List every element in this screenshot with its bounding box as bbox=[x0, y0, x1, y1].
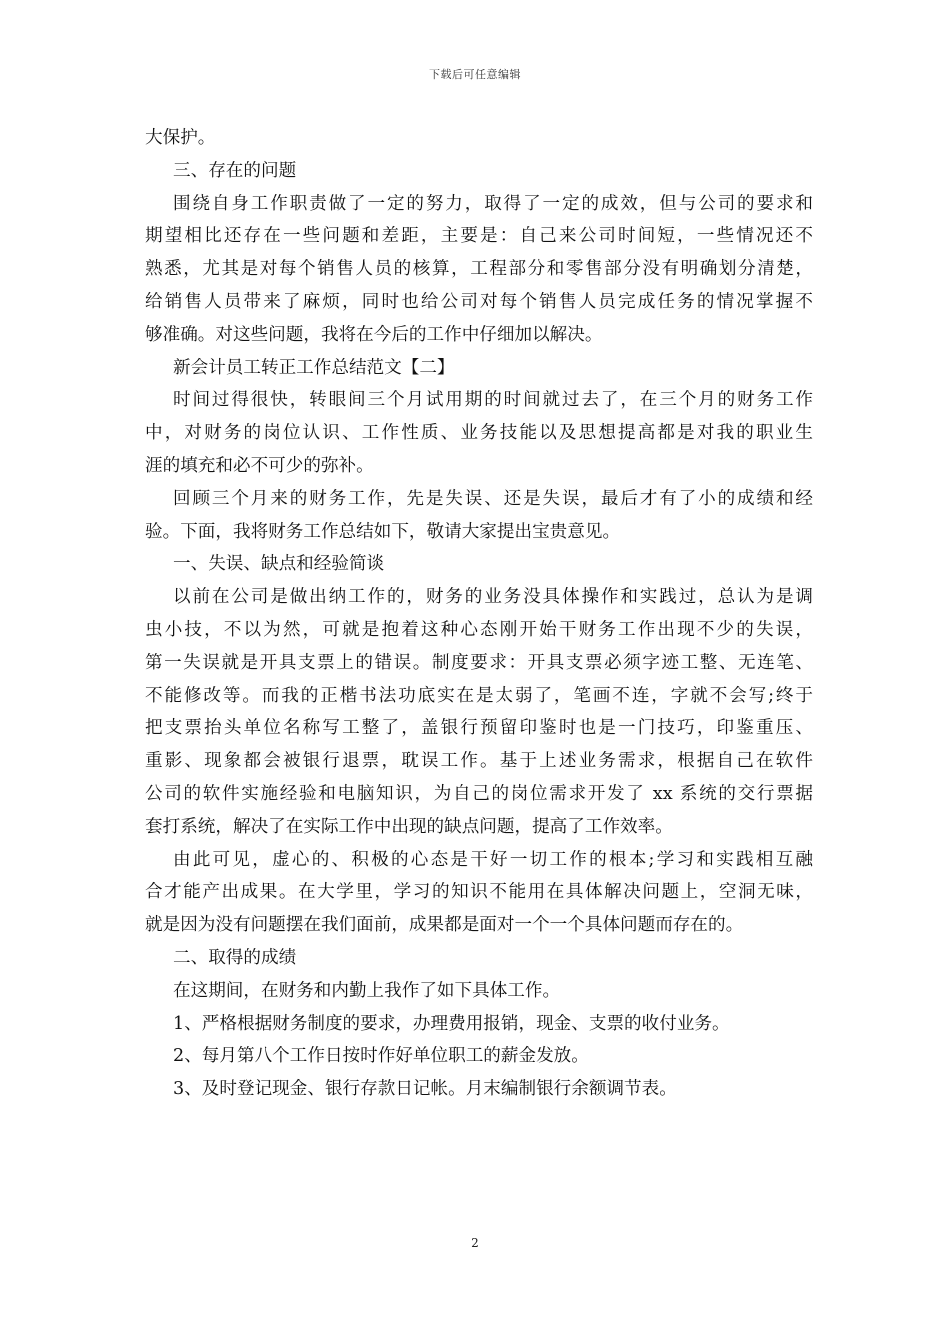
text-line: 把支票抬头单位名称写工整了，盖银行预留印鉴时也是一门技巧，印鉴重压、 bbox=[145, 718, 813, 739]
text-line: 大保护。 bbox=[145, 128, 216, 148]
text-line: 套打系统，解决了在实际工作中出现的缺点问题，提高了工作效率。 bbox=[145, 816, 673, 837]
text-line: 3、及时登记现金、银行存款日记帐。月末编制银行余额调节表。 bbox=[173, 1079, 677, 1100]
text-line: 中，对财务的岗位认识、工作性质、业务技能以及思想提高都是对我的职业生 bbox=[145, 423, 813, 444]
text-line: 给销售人员带来了麻烦，同时也给公司对每个销售人员完成任务的情况掌握不 bbox=[145, 291, 813, 312]
body-text bbox=[145, 122, 813, 1106]
text-line: 够准确。对这些问题，我将在今后的工作中仔细加以解决。 bbox=[145, 324, 603, 345]
text-line: 围绕自身工作职责做了一定的努力，取得了一定的成效，但与公司的要求和 bbox=[173, 193, 813, 214]
text-line: 熟悉，尤其是对每个销售人员的核算，工程部分和零售部分没有明确划分清楚， bbox=[145, 259, 813, 280]
text-line: 就是因为没有问题摆在我们面前，成果都是面对一个一个具体问题而存在的。 bbox=[145, 915, 744, 936]
text-line: 以前在公司是做出纳工作的，财务的业务没具体操作和实践过，总认为是调 bbox=[173, 587, 813, 608]
text-line: 不能修改等。而我的正楷书法功底实在是太弱了，笔画不连，字就不会写;终于 bbox=[145, 685, 813, 706]
text-line: 二、取得的成绩 bbox=[173, 947, 297, 968]
text-line: 时间过得很快，转眼间三个月试用期的时间就过去了，在三个月的财务工作 bbox=[173, 390, 813, 411]
text-line: 合才能产出成果。在大学里，学习的知识不能用在具体解决问题上，空洞无味， bbox=[145, 882, 813, 903]
text-line: 第一失误就是开具支票上的错误。制度要求：开具支票必须字迹工整、无连笔、 bbox=[145, 652, 813, 673]
text-line: 新会计员工转正工作总结范文【二】 bbox=[173, 357, 455, 378]
text-line: 涯的填充和必不可少的弥补。 bbox=[145, 455, 374, 476]
text-line: 在这期间，在财务和内勤上我作了如下具体工作。 bbox=[173, 980, 561, 1001]
text-line: 虫小技，不以为然，可就是抱着这种心态刚开始干财务工作出现不少的失误， bbox=[145, 619, 813, 640]
text-line: 一、失误、缺点和经验简谈 bbox=[173, 554, 385, 575]
text-line: 回顾三个月来的财务工作，先是失误、还是失误，最后才有了小的成绩和经 bbox=[173, 488, 813, 509]
text-line: 由此可见，虚心的、积极的心态是干好一切工作的根本;学习和实践相互融 bbox=[173, 849, 813, 870]
text-line: 期望相比还存在一些问题和差距，主要是：自己来公司时间短，一些情况还不 bbox=[145, 226, 813, 247]
text-line: 公司的软件实施经验和电脑知识，为自己的岗位需求开发了 xx 系统的交行票据 bbox=[145, 783, 813, 804]
page-number: 2 bbox=[471, 1236, 479, 1250]
text-line: 1、严格根据财务制度的要求，办理费用报销，现金、支票的收付业务。 bbox=[173, 1013, 730, 1034]
text-line: 2、每月第八个工作日按时作好单位职工的薪金发放。 bbox=[173, 1046, 589, 1067]
text-line: 重影、现象都会被银行退票，耽误工作。基于上述业务需求，根据自己在软件 bbox=[145, 751, 813, 772]
page-header: 下载后可任意编辑 bbox=[429, 68, 521, 81]
text-line: 验。下面，我将财务工作总结如下，敬请大家提出宝贵意见。 bbox=[145, 521, 621, 542]
text-line: 三、存在的问题 bbox=[173, 160, 297, 181]
